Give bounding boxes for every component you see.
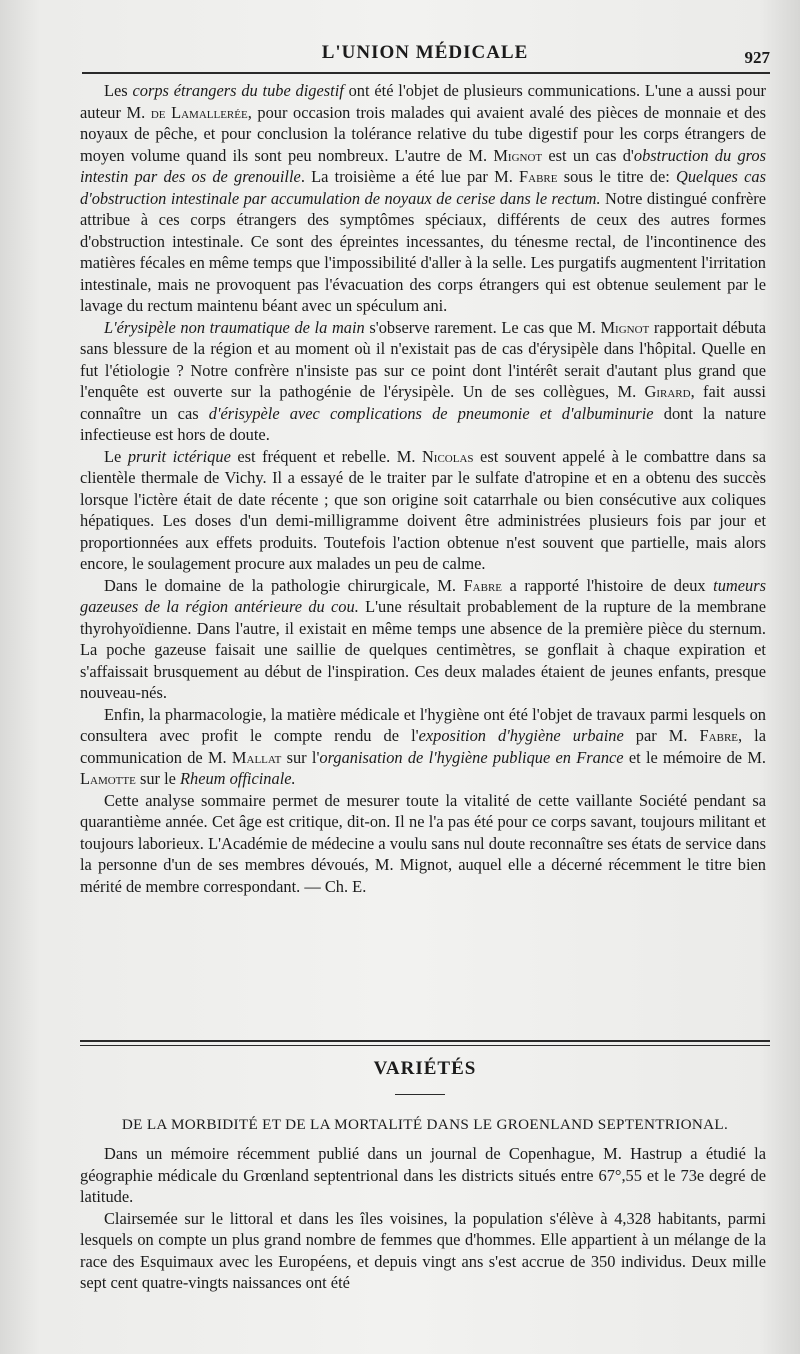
author-name: Fabre	[519, 167, 558, 186]
paragraph	[80, 790, 766, 898]
text-run: sous le titre de:	[557, 167, 677, 186]
author-name: Fabre	[463, 575, 502, 595]
emphasis-text: tumeurs gazeuses de la région antérieure du cou.	[80, 575, 766, 616]
paragraph: Clairsemée sur le littoral et dans les îles voisines, la population s'élève à 4,328 habitants, parmi lesquels on compte un plus grand nombre de femmes que d'hommes. Elle appartient à un mélange de la race des Esquimaux avec les Européens, et depuis vingt ans s'est accrue de 350 individus. Deux mille sept cent quatre-vingts naissances ont été	[80, 1208, 766, 1292]
author-name: Girard	[644, 382, 691, 401]
text-run: est souvent appelé à le combattre dans sa clientèle thermale de Vichy. Il a essayé de le traiter par le sulfate d'atropine et en a obtenu des succès lorsque l'ictère était de date récente ; que son origine soit catarrhale ou bien consécutive aux coliques hépatiques. Les doses d'un demi-milligramme doivent être administrées plusieurs fois par jour et proportionnées aux effets produits. Toutefois l'action obtenue n'est souvent que partielle, mais alors encore, le soulagement procure aux malades un peu de calme.	[80, 446, 766, 573]
paragraph	[80, 80, 766, 317]
text-run: par M.	[623, 726, 700, 745]
text-run: sur le	[135, 769, 180, 788]
author-name: Lamotte	[80, 769, 136, 788]
text-run: dont la nature infectieuse est hors de doute.	[80, 403, 766, 444]
running-header	[80, 40, 770, 72]
emphasis-text: obstruction du gros intestin par des os de grenouille	[80, 145, 766, 186]
author-name: Mignot	[493, 145, 543, 165]
text-run: L'une résultait probablement de la rupture de la membrane thyrohyoïdienne. Dans l'autre, il existait en même temps une absence de la première pièce du sternum. La poche gazeuse faisait une saillie de quelques centimètres, se gonflait à chaque expiration et s'affaissait brusquement au début de l'inspiration. Ces deux malades étaient de jeunes enfants, presque nouveau-nés.	[80, 597, 766, 702]
author-name: Nicolas	[421, 446, 474, 466]
emphasis-text: Quelques cas d'obstruction intestinale par accumulation de noyaux de cerise dans le rectum.	[80, 167, 766, 208]
text-run: Les	[104, 81, 133, 100]
journal-title: L'UNION MÉDICALE	[321, 42, 529, 63]
text-run: est un cas d'	[542, 145, 634, 165]
emphasis-text: Rheum officinale.	[180, 769, 296, 788]
text-run: , pour occasion trois malades qui avaient avalé des pièces de monnaie et des noyaux de pêche, et pour conclusion la tolérance relative du tube digestif pour les corps étrangers de moyen volume quand ils sont peu nombreux. L'autre de M.	[80, 102, 767, 165]
paragraph	[80, 317, 766, 446]
text-run: est fréquent et rebelle. M.	[230, 446, 422, 466]
emphasis-text: exposition d'hygiène urbaine	[418, 726, 624, 745]
paragraph	[80, 704, 766, 790]
emphasis-text: d'érisypèle avec complications de pneumonie et d'albuminurie	[208, 403, 654, 423]
text-run: , fait aussi connaître un cas	[80, 382, 766, 423]
text-run: Cette analyse sommaire permet de mesurer toute la vitalité de cette vaillante Société pendant sa quarantième année. Cet âge est critique, dit-on. Il ne l'a pas été pour ce corps savant, toujours militant et toujours laborieux. L'Académie de médecine a voulu sans nul doute reconnaître ses états de service dans la personne d'un de ses membres dévoués, M. Mignot, auquel elle a décerné récemment le titre bien mérité de membre correspondant. — Ch. E.	[80, 790, 766, 896]
main-text	[80, 80, 766, 897]
header-rule	[82, 72, 770, 74]
text-run: ont été l'objet de plusieurs communications. L'une a aussi pour auteur M.	[80, 81, 766, 122]
paragraph	[80, 575, 766, 704]
text-run: et le mémoire de M.	[623, 747, 766, 767]
text-run: . La troisième a été lue par M.	[300, 167, 520, 186]
section-title: VARIÉTÉS	[373, 1058, 477, 1079]
text-run: s'observe rarement. Le cas que M.	[364, 317, 601, 337]
section-divider	[80, 1040, 770, 1046]
emphasis-text: L'érysipèle non traumatique de la main	[104, 317, 365, 337]
title-underline	[395, 1094, 445, 1095]
paragraph: Dans un mémoire récemment publié dans un journal de Copenhague, M. Hastrup a étudié la géographie médicale du Grœnland septentrional dans les districts situés entre 67°,55 et le 73e degré de latitude.	[80, 1144, 766, 1206]
text-run: rapportait débuta sans blessure de la région et au moment où il n'existait pas de cas d'érysipèle dans l'hôpital. Quelle en fut l'étiologie ? Notre confrère n'insiste pas sur ce point dont l'intérêt serait d'autant plus grand que l'enquête est ouverte sur la pathogénie de l'érysipèle. Un de ses collègues, M.	[80, 317, 766, 401]
author-name: de Lamallerée	[150, 102, 248, 122]
text-run: sur l'	[281, 747, 320, 767]
text-run: Le	[104, 446, 128, 466]
article-title: DE LA MORBIDITÉ ET DE LA MORTALITÉ DANS LE GROENLAND SEPTENTRIONAL.	[121, 1116, 729, 1133]
text-run: a rapporté l'histoire de deux	[502, 575, 714, 595]
text-run: Notre distingué confrère attribue à ces corps étrangers des symptômes spéciaux, différents de ceux des autres formes d'obstruction intestinale. Ce sont des épreintes incessantes, du ténesme rectal, de l'incontinence des matières fécales en même temps que l'impossibilité d'aller à la selle. Les purgatifs augmentent l'irritation intestinale, mais ne provoquent pas l'évacuation des corps étrangers qui est obtenue seulement par le lavage du rectum maintenu béant avec un spéculum ani.	[80, 188, 766, 315]
emphasis-text: organisation de l'hygiène publique en France	[319, 747, 624, 767]
author-name: Mignot	[600, 317, 650, 337]
text-run: , la communication de M.	[80, 726, 766, 767]
emphasis-text: prurit ictérique	[127, 446, 231, 466]
page-number: 927	[744, 48, 770, 67]
text-run: Enfin, la pharmacologie, la matière médicale et l'hygiène ont été l'objet de travaux parmi lesquels on consultera avec profit le compte rendu de l'	[80, 704, 766, 745]
paragraph	[80, 446, 766, 575]
author-name: Mallat	[231, 747, 282, 767]
article-text	[80, 1143, 766, 1294]
emphasis-text: corps étrangers du tube digestif	[132, 81, 344, 100]
text-run: Dans le domaine de la pathologie chirurgicale, M.	[104, 575, 464, 595]
author-name: Fabre	[699, 726, 738, 745]
